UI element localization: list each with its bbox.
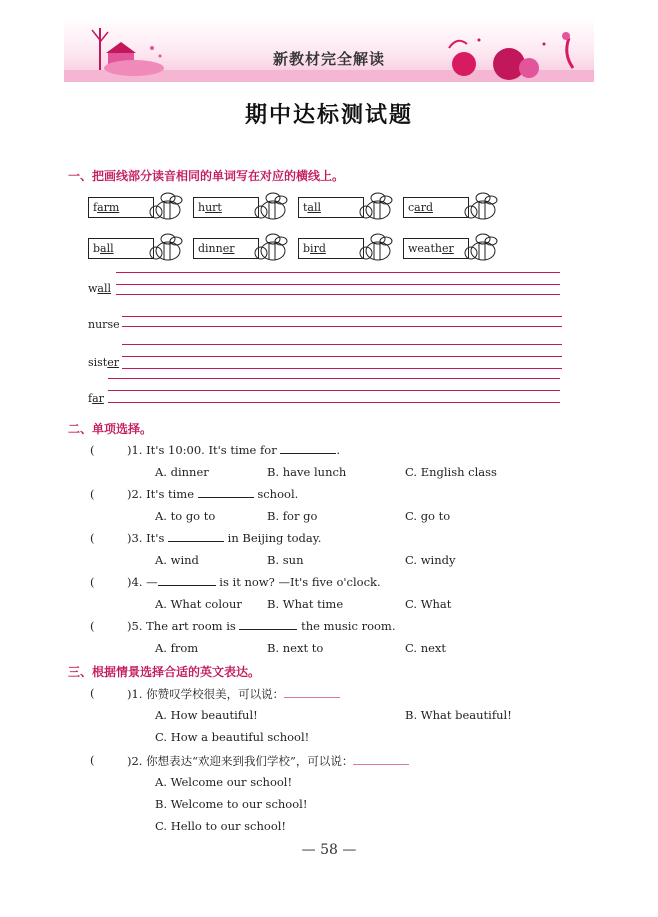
bee-icon <box>251 231 291 265</box>
answer-blank[interactable] <box>284 687 340 698</box>
writing-line[interactable] <box>122 326 562 327</box>
writing-line[interactable] <box>108 390 560 391</box>
page-number: — 58 — <box>301 842 357 858</box>
option[interactable]: C. English class <box>405 465 497 479</box>
option[interactable]: B. have lunch <box>267 465 347 479</box>
option[interactable]: B. next to <box>267 641 324 655</box>
bee-icon <box>251 190 291 224</box>
question-s3-1: )1. 你赞叹学校很美，可以说： <box>127 686 340 702</box>
writing-line[interactable] <box>116 294 560 295</box>
option[interactable]: C. Hello to our school! <box>155 819 287 833</box>
question-s3-2: )2. 你想表达“欢迎来到我们学校”，可以说： <box>127 753 409 769</box>
bee-icon <box>146 190 186 224</box>
answer-blank[interactable] <box>353 754 409 765</box>
answer-paren[interactable]: ( <box>90 487 95 501</box>
option[interactable]: C. How a beautiful school! <box>155 730 310 744</box>
option[interactable]: C. go to <box>405 509 451 523</box>
answer-paren[interactable]: ( <box>90 575 95 589</box>
writing-line[interactable] <box>108 378 560 379</box>
bee-icon <box>356 190 396 224</box>
option[interactable]: B. for go <box>267 509 318 523</box>
question-1: )1. It's 10:00. It's time for . <box>127 443 340 457</box>
option[interactable]: B. Welcome to our school! <box>155 797 308 811</box>
option[interactable]: A. dinner <box>155 465 209 479</box>
answer-blank[interactable] <box>280 443 336 454</box>
answer-paren[interactable]: ( <box>90 443 95 457</box>
word-nurse: nurse <box>88 318 120 331</box>
word-far: far <box>88 392 104 405</box>
option[interactable]: A. wind <box>155 553 199 567</box>
word-box: tall <box>298 197 364 218</box>
answer-paren[interactable]: ( <box>90 686 95 700</box>
option[interactable]: C. What <box>405 597 452 611</box>
answer-blank[interactable] <box>158 575 216 586</box>
bee-icon <box>356 231 396 265</box>
question-2: )2. It's time school. <box>127 487 299 501</box>
answer-blank[interactable] <box>239 619 297 630</box>
writing-line[interactable] <box>116 272 560 273</box>
question-5: )5. The art room is the music room. <box>127 619 396 633</box>
word-box: dinner <box>193 238 259 259</box>
option[interactable]: A. Welcome our school! <box>155 775 293 789</box>
option[interactable]: B. sun <box>267 553 304 567</box>
option[interactable]: C. next <box>405 641 447 655</box>
bee-icon <box>146 231 186 265</box>
banner-title: 新教材完全解读 <box>272 50 385 68</box>
bee-icon <box>461 231 501 265</box>
option[interactable]: C. windy <box>405 553 456 567</box>
answer-blank[interactable] <box>198 487 254 498</box>
word-sister: sister <box>88 356 120 369</box>
word-box: bird <box>298 238 364 259</box>
word-box: card <box>403 197 469 218</box>
question-3: )3. It's in Beijing today. <box>127 531 322 545</box>
option[interactable]: A. What colour <box>155 597 242 611</box>
word-wall: wall <box>88 282 112 295</box>
bee-icon <box>461 190 501 224</box>
answer-paren[interactable]: ( <box>90 619 95 633</box>
option[interactable]: A. How beautiful! <box>155 708 258 722</box>
section-1-heading: 一、把画线部分读音相同的单词写在对应的横线上。 <box>68 169 345 183</box>
writing-line[interactable] <box>122 356 562 357</box>
writing-line[interactable] <box>122 368 562 369</box>
section-2-heading: 二、单项选择。 <box>68 422 153 436</box>
answer-paren[interactable]: ( <box>90 753 95 767</box>
answer-paren[interactable]: ( <box>90 531 95 545</box>
word-box: hurt <box>193 197 259 218</box>
question-4: )4. — is it now? —It's five o'clock. <box>127 575 381 589</box>
section-3-heading: 三、根据情景选择合适的英文表达。 <box>68 665 261 679</box>
answer-blank[interactable] <box>168 531 224 542</box>
option[interactable]: B. What time <box>267 597 344 611</box>
writing-line[interactable] <box>122 344 562 345</box>
option[interactable]: A. to go to <box>155 509 216 523</box>
option[interactable]: B. What beautiful! <box>405 708 512 722</box>
page-title: 期中达标测试题 <box>244 102 413 128</box>
writing-line[interactable] <box>108 402 560 403</box>
writing-line[interactable] <box>116 284 560 285</box>
word-box: farm <box>88 197 154 218</box>
word-box: ball <box>88 238 154 259</box>
option[interactable]: A. from <box>155 641 199 655</box>
word-box: weather <box>403 238 469 259</box>
writing-line[interactable] <box>122 316 562 317</box>
